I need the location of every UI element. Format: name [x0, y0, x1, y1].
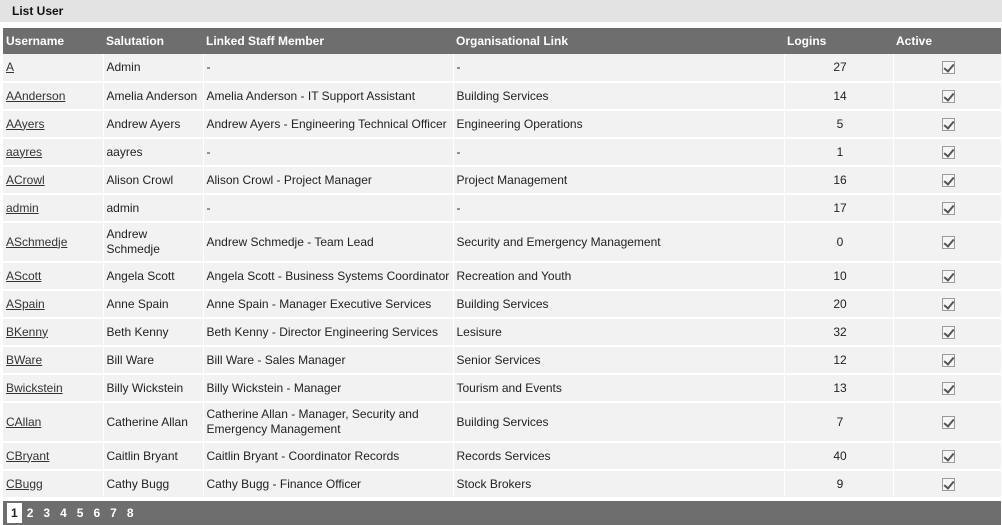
cell-logins: 9 [784, 470, 893, 498]
column-header-linked-staff[interactable]: Linked Staff Member [203, 28, 453, 54]
cell-active [893, 346, 1001, 374]
cell-salutation: Admin [103, 54, 203, 82]
page-link[interactable]: 8 [126, 506, 134, 520]
cell-active [893, 110, 1001, 138]
page-link[interactable]: 2 [26, 506, 34, 520]
table-row [3, 318, 1001, 346]
table-row [3, 194, 1001, 222]
cell-salutation: admin [103, 194, 203, 222]
cell-logins: 40 [784, 442, 893, 470]
table-header-row [3, 28, 1001, 54]
table-row [3, 402, 1001, 442]
active-checkbox[interactable] [942, 146, 955, 159]
cell-username [3, 318, 103, 346]
username-link[interactable]: CBugg [6, 476, 43, 491]
page-link[interactable]: 6 [93, 506, 101, 520]
cell-active [893, 222, 1001, 262]
cell-salutation: Beth Kenny [103, 318, 203, 346]
table-row [3, 290, 1001, 318]
cell-salutation: Anne Spain [103, 290, 203, 318]
cell-linked-staff: Caitlin Bryant - Coordinator Records [203, 442, 453, 470]
table-row [3, 470, 1001, 498]
cell-active [893, 166, 1001, 194]
cell-linked-staff: Cathy Bugg - Finance Officer [203, 470, 453, 498]
cell-org-link: Security and Emergency Management [453, 222, 784, 262]
active-checkbox[interactable] [942, 326, 955, 339]
cell-username [3, 290, 103, 318]
active-checkbox[interactable] [942, 61, 955, 74]
cell-username [3, 110, 103, 138]
cell-logins: 27 [784, 54, 893, 82]
cell-linked-staff: Alison Crowl - Project Manager [203, 166, 453, 194]
cell-logins: 7 [784, 402, 893, 442]
table-row [3, 166, 1001, 194]
cell-org-link: - [453, 138, 784, 166]
username-link[interactable]: A [6, 60, 15, 74]
cell-active [893, 470, 1001, 498]
page-link[interactable]: 3 [43, 506, 51, 520]
table-row [3, 374, 1001, 402]
active-checkbox[interactable] [942, 450, 955, 463]
cell-salutation: Andrew Ayers [103, 110, 203, 138]
active-checkbox[interactable] [942, 298, 955, 311]
cell-username [3, 194, 103, 222]
active-checkbox[interactable] [942, 416, 955, 429]
cell-org-link: - [453, 54, 784, 82]
cell-salutation: Andrew Schmedje [103, 222, 203, 262]
cell-active [893, 194, 1001, 222]
cell-logins: 16 [784, 166, 893, 194]
cell-org-link: Tourism and Events [453, 374, 784, 402]
cell-linked-staff: Andrew Ayers - Engineering Technical Officer [203, 110, 453, 138]
cell-username [3, 82, 103, 110]
page-link[interactable]: 7 [110, 506, 117, 520]
cell-linked-staff: - [203, 138, 453, 166]
cell-logins: 1 [784, 138, 893, 166]
cell-username [3, 166, 103, 194]
cell-username [3, 222, 103, 262]
cell-username [3, 402, 103, 442]
cell-linked-staff: Billy Wickstein - Manager [203, 374, 453, 402]
cell-salutation: Bill Ware [103, 346, 203, 374]
cell-salutation: Cathy Bugg [103, 470, 203, 498]
cell-active [893, 318, 1001, 346]
column-header-org-link[interactable]: Organisational Link [453, 28, 784, 54]
cell-org-link: Recreation and Youth [453, 262, 784, 290]
active-checkbox[interactable] [942, 90, 955, 103]
username-link[interactable]: AAyers [6, 116, 45, 131]
cell-org-link: Engineering Operations [453, 110, 784, 138]
active-checkbox[interactable] [942, 202, 955, 215]
username-link[interactable]: BKenny [6, 324, 49, 339]
cell-logins: 10 [784, 262, 893, 290]
username-link[interactable]: aayres [6, 144, 43, 159]
cell-org-link: Building Services [453, 82, 784, 110]
active-checkbox[interactable] [942, 118, 955, 131]
cell-logins: 0 [784, 222, 893, 262]
cell-username [3, 346, 103, 374]
cell-logins: 20 [784, 290, 893, 318]
cell-salutation: Caitlin Bryant [103, 442, 203, 470]
active-checkbox[interactable] [942, 478, 955, 491]
cell-linked-staff: Amelia Anderson - IT Support Assistant [203, 82, 453, 110]
username-link[interactable]: ACrowl [6, 172, 45, 187]
cell-username [3, 54, 103, 82]
active-checkbox[interactable] [942, 174, 955, 187]
cell-org-link: Project Management [453, 166, 784, 194]
cell-active [893, 442, 1001, 470]
cell-linked-staff: - [203, 54, 453, 82]
username-link[interactable]: CAllan [6, 414, 42, 429]
cell-linked-staff: Bill Ware - Sales Manager [203, 346, 453, 374]
cell-linked-staff: - [203, 194, 453, 222]
cell-active [893, 374, 1001, 402]
cell-org-link: - [453, 194, 784, 222]
cell-salutation: Catherine Allan [103, 402, 203, 442]
cell-linked-staff: Beth Kenny - Director Engineering Services [203, 318, 453, 346]
username-link[interactable]: AAnderson [6, 88, 66, 103]
cell-salutation: Angela Scott [103, 262, 203, 290]
cell-active [893, 262, 1001, 290]
cell-logins: 14 [784, 82, 893, 110]
cell-salutation: Amelia Anderson [103, 82, 203, 110]
cell-logins: 17 [784, 194, 893, 222]
username-link[interactable]: BWare [6, 352, 43, 367]
active-checkbox[interactable] [942, 236, 955, 249]
users-table [3, 28, 1002, 499]
username-link[interactable]: AScott [6, 268, 42, 283]
table-row [3, 54, 1001, 82]
cell-org-link: Stock Brokers [453, 470, 784, 498]
cell-active [893, 290, 1001, 318]
cell-salutation: Alison Crowl [103, 166, 203, 194]
table-row [3, 262, 1001, 290]
cell-org-link: Records Services [453, 442, 784, 470]
cell-salutation: Billy Wickstein [103, 374, 203, 402]
cell-linked-staff: Anne Spain - Manager Executive Services [203, 290, 453, 318]
cell-active [893, 54, 1001, 82]
cell-linked-staff: Angela Scott - Business Systems Coordinator [203, 262, 453, 290]
cell-logins: 13 [784, 374, 893, 402]
page-link[interactable]: 5 [76, 506, 84, 520]
active-checkbox[interactable] [942, 354, 955, 367]
table-row [3, 346, 1001, 374]
username-link[interactable]: ASpain [6, 296, 45, 311]
column-header-username[interactable]: Username [3, 28, 103, 54]
table-row [3, 442, 1001, 470]
username-link[interactable]: CBryant [6, 448, 50, 463]
cell-org-link: Senior Services [453, 346, 784, 374]
pagination [3, 501, 1001, 525]
cell-active [893, 82, 1001, 110]
cell-linked-staff: Andrew Schmedje - Team Lead [203, 222, 453, 262]
cell-salutation: aayres [103, 138, 203, 166]
table-row [3, 110, 1001, 138]
username-link[interactable]: admin [6, 200, 39, 215]
cell-active [893, 402, 1001, 442]
table-row [3, 138, 1001, 166]
cell-logins: 5 [784, 110, 893, 138]
cell-active [893, 138, 1001, 166]
cell-username [3, 138, 103, 166]
cell-org-link: Building Services [453, 402, 784, 442]
cell-username [3, 374, 103, 402]
column-header-active[interactable]: Active [893, 28, 1001, 54]
active-checkbox[interactable] [942, 270, 955, 283]
column-header-logins[interactable]: Logins [784, 28, 893, 54]
username-link[interactable]: Bwickstein [6, 380, 63, 395]
page-title: List User [0, 0, 1002, 22]
table-row [3, 82, 1001, 110]
cell-linked-staff: Catherine Allan - Manager, Security and Emergency Management [203, 402, 453, 442]
page-current: 1 [7, 503, 22, 523]
cell-username [3, 442, 103, 470]
cell-username [3, 262, 103, 290]
cell-org-link: Building Services [453, 290, 784, 318]
column-header-salutation[interactable]: Salutation [103, 28, 203, 54]
cell-username [3, 470, 103, 498]
page-link[interactable]: 4 [60, 506, 67, 520]
active-checkbox[interactable] [942, 382, 955, 395]
cell-org-link: Lesisure [453, 318, 784, 346]
table-row [3, 222, 1001, 262]
cell-logins: 32 [784, 318, 893, 346]
cell-logins: 12 [784, 346, 893, 374]
username-link[interactable]: ASchmedje [6, 234, 68, 249]
